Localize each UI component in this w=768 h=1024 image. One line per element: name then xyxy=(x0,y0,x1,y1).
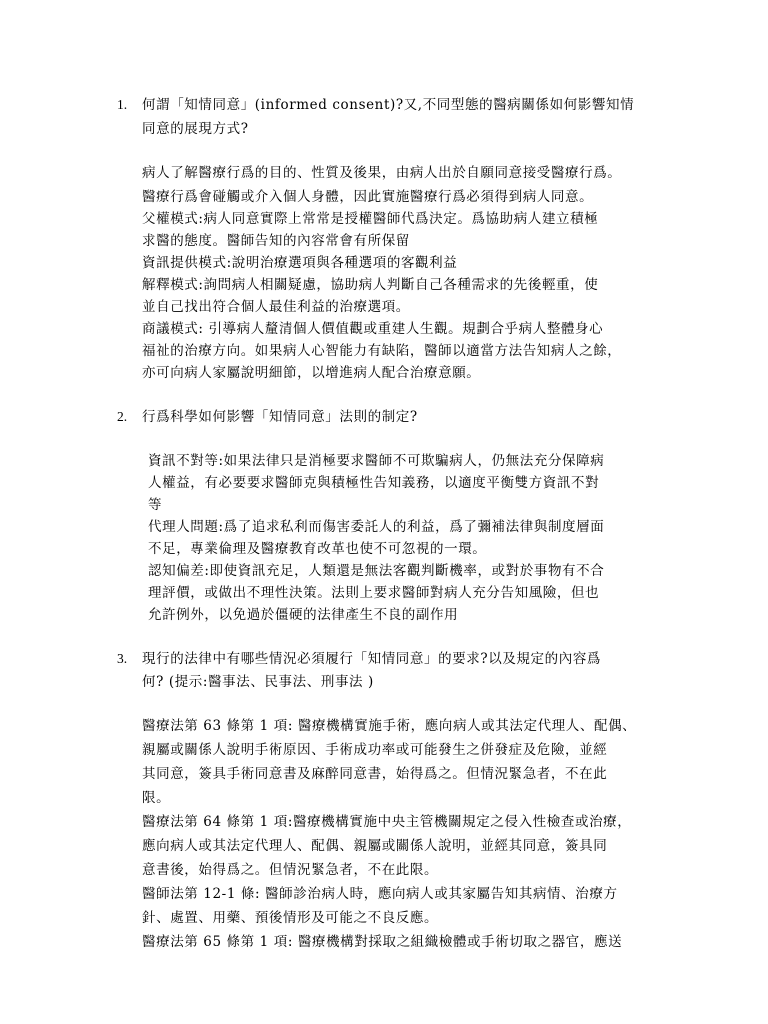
answer-2-line-2: 人權益，有必要要求醫師克與積極性告知義務，以適度平衡雙方資訊不對 xyxy=(148,475,600,491)
question-1-number: 1. xyxy=(117,97,128,112)
answer-2-line-1: 資訊不對等:如果法律只是消極要求醫師不可欺騙病人，仍無法充分保障病 xyxy=(148,453,605,469)
question-2-number: 2. xyxy=(117,409,128,424)
answer-3-line-10: 醫療法第 65 條第 1 項: 醫療機構對採取之組織檢體或手術切取之器官，應送 xyxy=(142,934,623,950)
answer-1-line-1: 病人了解醫療行爲的目的、性質及後果，由病人出於自願同意接受醫療行爲。 xyxy=(142,165,622,181)
answer-2-line-3: 等 xyxy=(148,497,163,513)
answer-2-line-5: 不足，專業倫理及醫療教育改革也使不可忽視的一環。 xyxy=(148,541,487,557)
answer-3-line-9: 針、處置、用藥、預後情形及可能之不良反應。 xyxy=(142,910,439,926)
answer-1-line-7: 並自己找出符合個人最佳利益的治療選項。 xyxy=(142,299,410,315)
answer-1-line-6: 解釋模式:詢問病人相關疑慮，協助病人判斷自己各種需求的先後輕重，使 xyxy=(142,277,599,293)
answer-3-line-1: 醫療法第 63 條第 1 項: 醫療機構實施手術，應向病人或其法定代理人、配偶、 xyxy=(142,718,637,734)
answer-3-line-2: 親屬或關係人說明手術原因、手術成功率或可能發生之併發症及危險，並經 xyxy=(142,742,608,758)
answer-2-line-6: 認知偏差:即使資訊充足，人類還是無法客觀判斷機率，或對於事物有不合 xyxy=(148,563,605,579)
answer-3-line-8: 醫師法第 12-1 條: 醫師診治病人時，應向病人或其家屬告知其病情、治療方 xyxy=(142,886,618,902)
answer-1-line-8: 商議模式: 引導病人釐清個人價值觀或重建人生觀。規劃合乎病人整體身心 xyxy=(142,321,604,337)
answer-3-line-6: 應向病人或其法定代理人、配偶、親屬或關係人說明，並經其同意，簽具同 xyxy=(142,838,608,854)
answer-3-line-4: 限。 xyxy=(142,790,171,806)
question-1-text-line-2: 同意的展現方式? xyxy=(142,121,249,137)
question-1-text-line-1: 何謂「知情同意」(informed consent)?又,不同型態的醫病關係如何影響知情 xyxy=(142,97,635,113)
answer-1-line-10: 亦可向病人家屬說明細節，以增進病人配合治療意願。 xyxy=(142,365,481,381)
answer-2-line-4: 代理人問題:爲了追求私利而傷害委託人的利益，爲了彌補法律與制度層面 xyxy=(148,519,605,535)
answer-1-line-5: 資訊提供模式:說明治療選項與各種選項的客觀利益 xyxy=(142,255,458,271)
answer-1-line-3: 父權模式:病人同意實際上常常是授權醫師代爲決定。爲協助病人建立積極 xyxy=(142,211,599,227)
answer-2-line-7: 理評價，或做出不理性決策。法則上要求醫師對病人充分告知風險，但也 xyxy=(148,585,600,601)
question-3-text-line-2: 何? (提示:醫事法、民事法、刑事法 ) xyxy=(142,674,374,690)
answer-1-line-4: 求醫的態度。醫師告知的內容常會有所保留 xyxy=(142,233,410,249)
answer-3-line-7: 意書後，始得爲之。但情況緊急者，不在此限。 xyxy=(142,862,439,878)
question-2-text-line-1: 行爲科學如何影響「知情同意」法則的制定? xyxy=(142,409,418,425)
answer-1-line-9: 福祉的治療方向。如果病人心智能力有缺陷，醫師以適當方法告知病人之餘， xyxy=(142,343,622,359)
answer-2-line-8: 允許例外，以免過於僵硬的法律產生不良的副作用 xyxy=(148,607,459,623)
question-3-number: 3. xyxy=(117,651,128,666)
answer-3-line-3: 其同意，簽具手術同意書及麻醉同意書，始得爲之。但情況緊急者，不在此 xyxy=(142,766,608,782)
answer-1-line-2: 醫療行爲會碰觸或介入個人身體，因此實施醫療行爲必須得到病人同意。 xyxy=(142,189,594,205)
question-3-text-line-1: 現行的法律中有哪些情況必須履行「知情同意」的要求?以及規定的內容爲 xyxy=(142,651,602,667)
answer-3-line-5: 醫療法第 64 條第 1 項:醫療機構實施中央主管機關規定之侵入性檢查或治療， xyxy=(142,814,632,830)
